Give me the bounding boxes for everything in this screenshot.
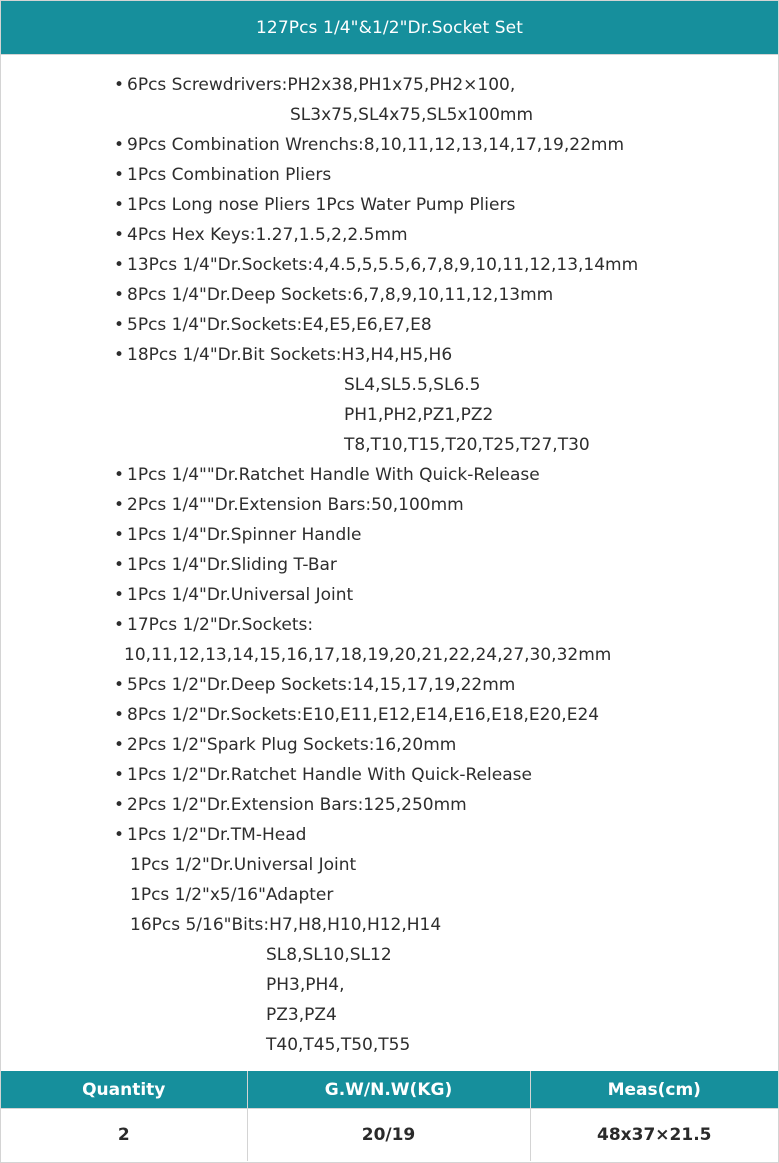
list-item-text: 13Pcs 1/4"Dr.Sockets:4,4.5,5,5.5,6,7,8,9,10,11,12,13,14mm	[127, 255, 639, 275]
bullet-icon: •	[114, 255, 125, 275]
bullet-icon: •	[114, 795, 125, 815]
bullet-icon: •	[114, 495, 125, 515]
list-item-text: 16Pcs 5/16"Bits:H7,H8,H10,H12,H14	[130, 915, 442, 935]
bullet-icon: •	[114, 75, 125, 95]
bullet-icon: •	[114, 735, 125, 755]
bullet-icon: •	[114, 225, 125, 245]
page-title: 127Pcs 1/4"&1/2"Dr.Socket Set	[256, 17, 523, 38]
column-header-weight: G.W/N.W(KG)	[247, 1071, 530, 1109]
bullet-icon: •	[114, 285, 125, 305]
bullet-icon: •	[114, 525, 125, 545]
list-item-text: 17Pcs 1/2"Dr.Sockets:	[127, 615, 314, 635]
column-header-quantity: Quantity	[1, 1071, 247, 1109]
list-item-text: 2Pcs 1/2"Spark Plug Sockets:16,20mm	[127, 735, 457, 755]
list-item-text: T40,T45,T50,T55	[266, 1035, 411, 1055]
list-item-text: 6Pcs Screwdrivers:PH2x38,PH1x75,PH2×100,	[127, 75, 516, 95]
spec-summary-table	[1, 1071, 778, 1161]
cell-quantity: 2	[1, 1109, 247, 1162]
list-item-text: 1Pcs 1/4""Dr.Ratchet Handle With Quick-Release	[127, 465, 540, 485]
bullet-icon: •	[114, 315, 125, 335]
list-item-text: 1Pcs 1/4"Dr.Universal Joint	[127, 585, 354, 605]
bullet-icon: •	[114, 705, 125, 725]
bullet-icon: •	[114, 465, 125, 485]
bullet-icon: •	[114, 345, 125, 365]
bullet-icon: •	[114, 765, 125, 785]
cell-measure: 48x37×21.5	[530, 1109, 778, 1162]
list-item-text: 2Pcs 1/4""Dr.Extension Bars:50,100mm	[127, 495, 464, 515]
table-header-row	[1, 1071, 778, 1109]
list-item-text: 1Pcs Combination Pliers	[127, 165, 332, 185]
list-item-text: 9Pcs Combination Wrenchs:8,10,11,12,13,14,17,19,22mm	[127, 135, 625, 155]
bullet-icon: •	[114, 585, 125, 605]
bullet-icon: •	[114, 165, 125, 185]
bullet-icon: •	[114, 825, 125, 845]
list-item-text: 1Pcs Long nose Pliers 1Pcs Water Pump Pliers	[127, 195, 516, 215]
bullet-icon: •	[114, 675, 125, 695]
list-item-text: PH1,PH2,PZ1,PZ2	[344, 405, 494, 425]
list-item-text: T8,T10,T15,T20,T25,T27,T30	[344, 435, 590, 455]
table-row	[1, 1109, 778, 1162]
list-item-text: 1Pcs 1/4"Dr.Spinner Handle	[127, 525, 362, 545]
cell-weight: 20/19	[247, 1109, 530, 1162]
list-item-text: 4Pcs Hex Keys:1.27,1.5,2,2.5mm	[127, 225, 408, 245]
spec-area	[1, 54, 778, 1071]
list-item-text: 8Pcs 1/2"Dr.Sockets:E10,E11,E12,E14,E16,E18,E20,E24	[127, 705, 600, 725]
title-bar	[1, 1, 778, 54]
list-item-text: SL8,SL10,SL12	[266, 945, 392, 965]
bullet-icon: •	[114, 195, 125, 215]
list-item-text: 1Pcs 1/2"Dr.TM-Head	[127, 825, 307, 845]
list-item-text: 18Pcs 1/4"Dr.Bit Sockets:H3,H4,H5,H6	[127, 345, 453, 365]
list-item-text: PZ3,PZ4	[266, 1005, 337, 1025]
bullet-icon: •	[114, 615, 125, 635]
list-item-text: 1Pcs 1/2"x5/16"Adapter	[130, 885, 334, 905]
list-item-text: 2Pcs 1/2"Dr.Extension Bars:125,250mm	[127, 795, 467, 815]
bullet-icon: •	[114, 135, 125, 155]
list-item-text: SL4,SL5.5,SL6.5	[344, 375, 481, 395]
list-item-text: 5Pcs 1/4"Dr.Sockets:E4,E5,E6,E7,E8	[127, 315, 432, 335]
list-item-text: PH3,PH4,	[266, 975, 345, 995]
bullet-icon: •	[114, 555, 125, 575]
list-item-text: 1Pcs 1/2"Dr.Ratchet Handle With Quick-Release	[127, 765, 532, 785]
list-item-text: 1Pcs 1/2"Dr.Universal Joint	[130, 855, 357, 875]
list-item-text: SL3x75,SL4x75,SL5x100mm	[290, 105, 534, 125]
list-item-text: 8Pcs 1/4"Dr.Deep Sockets:6,7,8,9,10,11,12,13mm	[127, 285, 554, 305]
list-item-text: 1Pcs 1/4"Dr.Sliding T-Bar	[127, 555, 337, 575]
column-header-measure: Meas(cm)	[530, 1071, 778, 1109]
list-item-text: 5Pcs 1/2"Dr.Deep Sockets:14,15,17,19,22mm	[127, 675, 516, 695]
list-item-text: 10,11,12,13,14,15,16,17,18,19,20,21,22,24,27,30,32mm	[124, 645, 612, 665]
